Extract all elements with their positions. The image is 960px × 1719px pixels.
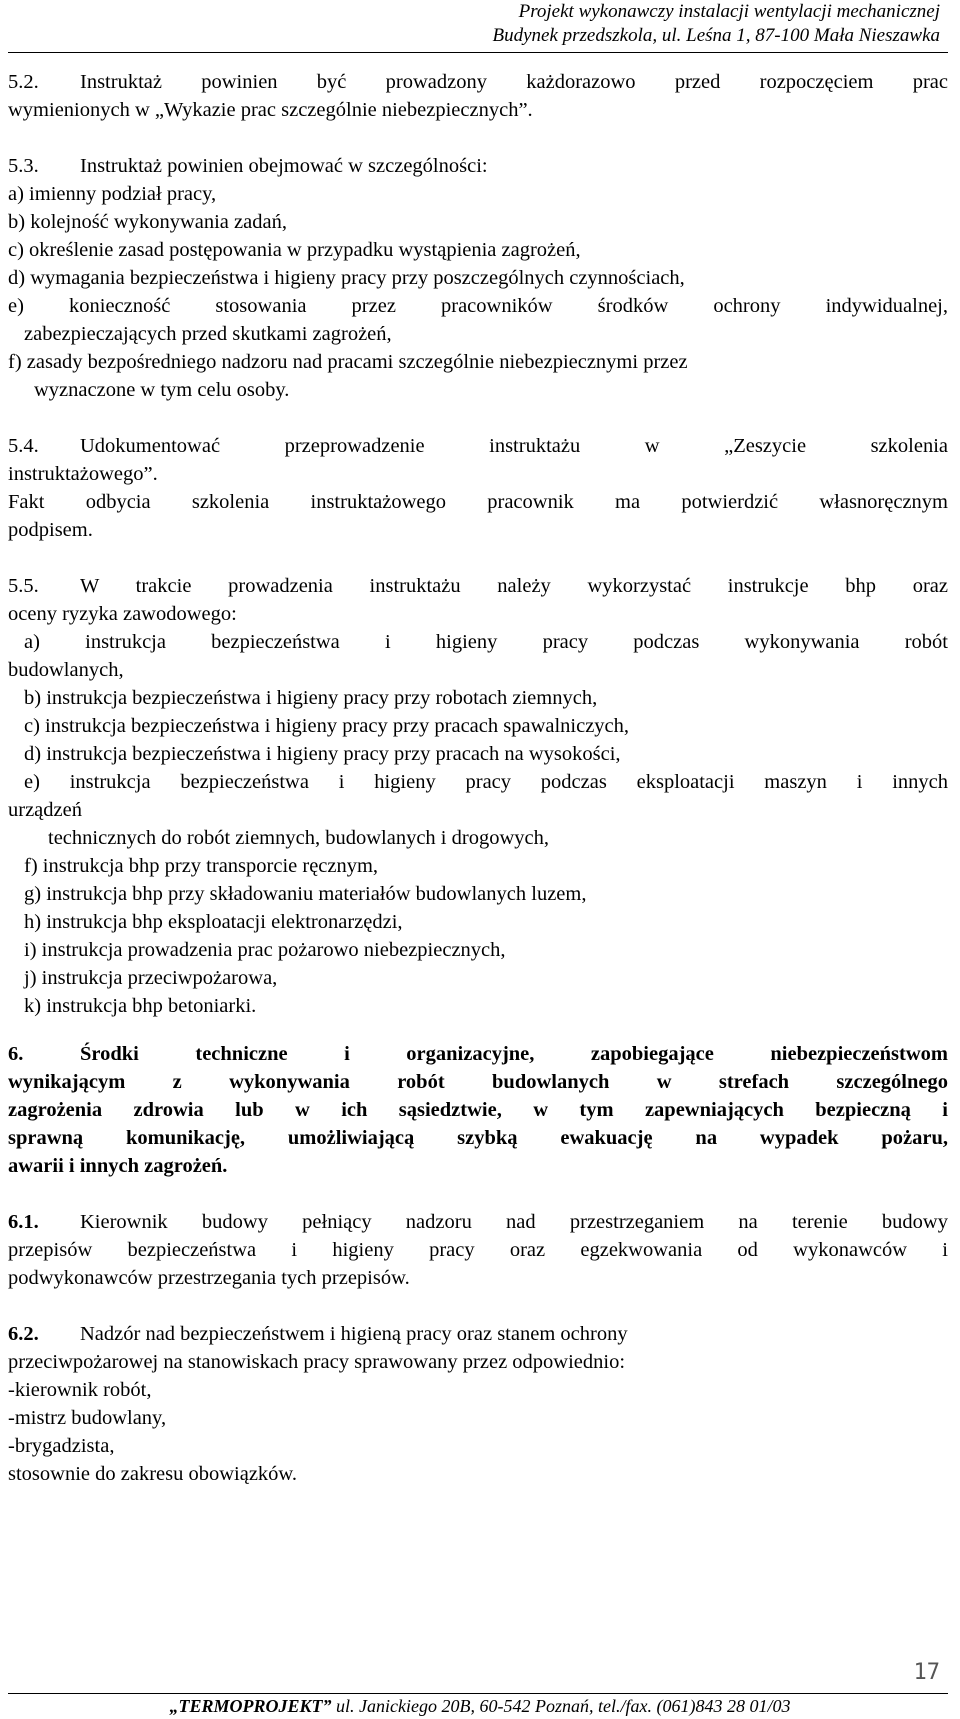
list-item-continuation: urządzeń — [8, 799, 82, 821]
heading-line: Środki techniczne i organizacyjne, zapobiegające niebezpieczeństwom — [80, 1043, 948, 1065]
list-item: j) instrukcja przeciwpożarowa, — [24, 967, 278, 989]
section-number: 5.3. — [8, 155, 39, 177]
paragraph-line: stosownie do zakresu obowiązków. — [8, 1463, 298, 1485]
list-item: f) instrukcja bhp przy transporcie ręcznym, — [24, 855, 379, 877]
list-item: a) imienny podział pracy, — [8, 183, 217, 205]
footer-company: „TERMOPROJEKT” — [169, 1696, 332, 1716]
list-item: c) określenie zasad postępowania w przypadku wystąpienia zagrożeń, — [8, 239, 581, 261]
list-item: f) zasady bezpośredniego nadzoru nad pracami szczególnie niebezpiecznymi przez — [8, 351, 688, 373]
footer-address: ul. Janickiego 20B, 60-542 Poznań, tel./fax. (061)843 28 01/03 — [336, 1696, 791, 1716]
list-item: -mistrz budowlany, — [8, 1407, 167, 1429]
list-item: d) wymagania bezpieczeństwa i higieny pracy przy poszczególnych czynnościach, — [8, 267, 685, 289]
list-item: b) instrukcja bezpieczeństwa i higieny pracy przy robotach ziemnych, — [24, 687, 598, 709]
section-number: 6.1. — [8, 1211, 39, 1233]
list-item: g) instrukcja bhp przy składowaniu materiałów budowlanych luzem, — [24, 883, 587, 905]
header-project-title: Projekt wykonawczy instalacji wentylacji mechanicznej — [518, 1, 940, 22]
section-6-heading — [8, 1040, 948, 1180]
section-number: 5.5. — [8, 575, 39, 597]
section-5-4 — [8, 432, 948, 544]
list-item-continuation: zabezpieczających przed skutkami zagrożeń, — [24, 323, 392, 345]
list-item-continuation: budowlanych, — [8, 659, 124, 681]
paragraph-line: przepisów bezpieczeństwa i higieny pracy oraz egzekwowania od wykonawców i — [8, 1239, 948, 1261]
list-item: i) instrukcja prowadzenia prac pożarowo niebezpiecznych, — [24, 939, 506, 961]
section-number: 5.4. — [8, 435, 39, 457]
paragraph-line: Kierownik budowy pełniący nadzoru nad przestrzeganiem na terenie budowy — [80, 1211, 948, 1233]
heading-line: wynikającym z wykonywania robót budowlanych w strefach szczególnego — [8, 1071, 948, 1093]
header-building-address: Budynek przedszkola, ul. Leśna 1, 87-100 Mała Nieszawka — [492, 25, 940, 46]
page-header — [492, 0, 940, 48]
list-item: -kierownik robót, — [8, 1379, 152, 1401]
paragraph-line: Nadzór nad bezpieczeństwem i higieną pracy oraz stanem ochrony — [80, 1323, 628, 1345]
list-item: -brygadzista, — [8, 1435, 115, 1457]
paragraph-line: podpisem. — [8, 519, 93, 541]
page-footer — [0, 1695, 960, 1717]
paragraph-line: Fakt odbycia szkolenia instruktażowego pracownik ma potwierdzić własnoręcznym — [8, 491, 948, 513]
list-item: e) konieczność stosowania przez pracowników środków ochrony indywidualnej, — [8, 295, 948, 317]
list-item: e) instrukcja bezpieczeństwa i higieny pracy podczas eksploatacji maszyn i innych — [24, 771, 948, 793]
heading-line: zagrożenia zdrowia lub w ich sąsiedztwie, w tym zapewniających bezpieczną i — [8, 1099, 948, 1121]
section-number: 6.2. — [8, 1323, 39, 1345]
footer-divider — [8, 1693, 948, 1694]
list-item: h) instrukcja bhp eksploatacji elektronarzędzi, — [24, 911, 403, 933]
list-item: a) instrukcja bezpieczeństwa i higieny pracy podczas wykonywania robót — [24, 631, 948, 653]
section-6-2 — [8, 1320, 948, 1488]
list-item: b) kolejność wykonywania zadań, — [8, 211, 287, 233]
paragraph-line: oceny ryzyka zawodowego: — [8, 603, 237, 625]
paragraph-line: Instruktaż powinien obejmować w szczególności: — [80, 155, 488, 177]
page-number: 17 — [913, 1660, 940, 1685]
list-item: k) instrukcja bhp betoniarki. — [24, 995, 257, 1017]
section-number: 6. — [8, 1043, 24, 1065]
header-divider — [8, 52, 948, 53]
paragraph-line: przeciwpożarowej na stanowiskach pracy sprawowany przez odpowiednio: — [8, 1351, 626, 1373]
list-item: d) instrukcja bezpieczeństwa i higieny pracy przy pracach na wysokości, — [24, 743, 621, 765]
list-item-continuation: technicznych do robót ziemnych, budowlanych i drogowych, — [48, 827, 549, 849]
section-5-5 — [8, 572, 948, 1020]
paragraph-line: Instruktaż powinien być prowadzony każdorazowo przed rozpoczęciem prac — [80, 71, 948, 93]
section-6-1 — [8, 1208, 948, 1292]
paragraph-line: podwykonawców przestrzegania tych przepisów. — [8, 1267, 410, 1289]
heading-line: awarii i innych zagrożeń. — [8, 1155, 228, 1177]
heading-line: sprawną komunikację, umożliwiającą szybką ewakuację na wypadek pożaru, — [8, 1127, 948, 1149]
paragraph-line: instruktażowego”. — [8, 463, 158, 485]
list-item: c) instrukcja bezpieczeństwa i higieny pracy przy pracach spawalniczych, — [24, 715, 630, 737]
paragraph-line: Udokumentować przeprowadzenie instruktażu w „Zeszycie szkolenia — [80, 435, 948, 457]
paragraph-line: wymienionych w „Wykazie prac szczególnie niebezpiecznych”. — [8, 99, 533, 121]
section-number: 5.2. — [8, 71, 39, 93]
paragraph-line: W trakcie prowadzenia instruktażu należy wykorzystać instrukcje bhp oraz — [80, 575, 948, 597]
section-5-2 — [8, 68, 948, 124]
section-5-3 — [8, 152, 948, 404]
list-item-continuation: wyznaczone w tym celu osoby. — [34, 379, 290, 401]
